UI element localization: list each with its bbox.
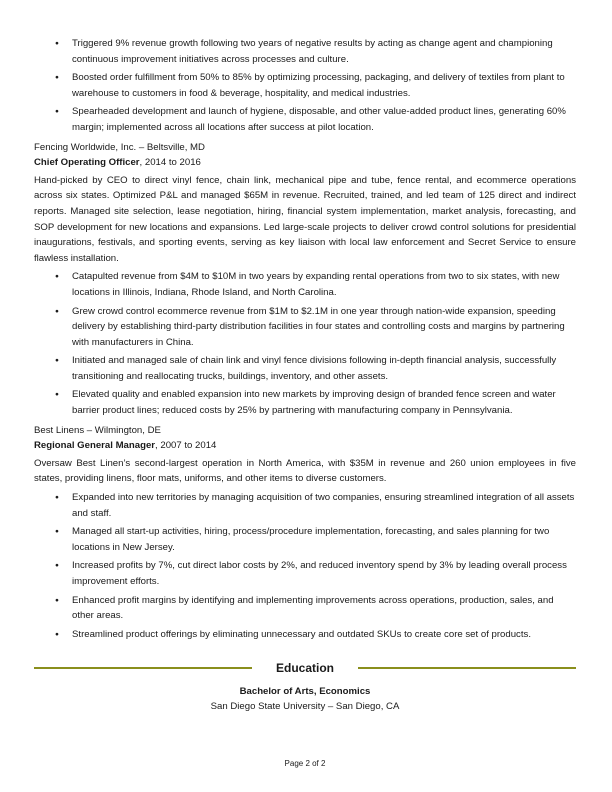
- job-summary: Oversaw Best Linen’s second-largest operation in North America, with $35M in revenue and 260 union employees in five states, providing linens, floor mats, uniforms, and other items to diverse customers.: [34, 457, 576, 485]
- job-role: Regional General Manager: [34, 440, 156, 452]
- list-item: ● Boosted order fulfillment from 50% to 85% by optimizing processing, packaging, and delivery of textiles from plant to warehouse to customers in food & beverage, hospitality, and medical industries.: [34, 70, 576, 101]
- list-item: ● Grew crowd control ecommerce revenue from $1M to $2.1M in one year through nation-wide expansion, speeding delivery by establishing third-party distribution facilities in four states and controlling costs and margins by partnering with manufacturers in China.: [34, 304, 576, 351]
- section-title: Education: [275, 661, 334, 675]
- company-line: Fencing Worldwide, Inc. – Beltsville, MD: [34, 141, 205, 153]
- school: San Diego State University – San Diego, CA: [210, 701, 400, 712]
- list-item: ● Managed all start-up activities, hiring, process/procedure implementation, forecasting, and sales planning for two locations in New Jersey.: [34, 524, 576, 555]
- list-item: ● Increased profits by 7%, cut direct labor costs by 2%, and reduced inventory spend by 3% by leading overall process improvement efforts.: [34, 558, 576, 589]
- job-bullet-list: [34, 269, 576, 418]
- job-role: Chief Operating Officer: [34, 157, 140, 169]
- experience-section: [34, 36, 576, 645]
- job-title-line: [34, 438, 576, 454]
- list-item: ● Catapulted revenue from $4M to $10M in two years by expanding rental operations from two to six states, with new locations in Illinois, Indiana, Rhode Island, and North Carolina.: [34, 269, 576, 300]
- education-heading: [34, 659, 576, 677]
- list-item: ● Streamlined product offerings by eliminating unnecessary and outdated SKUs to create core set of products.: [34, 627, 576, 643]
- job-years: , 2007 to 2014: [155, 440, 217, 452]
- list-item: ● Expanded into new territories by managing acquisition of two companies, ensuring streamlined integration of all assets and staff.: [34, 490, 576, 521]
- divider-right: [358, 667, 576, 669]
- intro-bullet-list: [34, 36, 576, 136]
- company-line: Best Linens – Wilmington, DE: [34, 424, 161, 436]
- page-number: Page 2 of 2: [284, 759, 326, 768]
- job-years: , 2014 to 2016: [139, 157, 201, 169]
- list-item: ● Spearheaded development and launch of hygiene, disposable, and other value-added product lines, generating 60% margin; implemented across all locations after success at pilot location.: [34, 104, 576, 135]
- list-item: ● Elevated quality and enabled expansion into new markets by improving design of branded fence screen and water barrier product lines; reduced costs by 25% by partnering with manufacturing company in Pennsylvania.: [34, 387, 576, 418]
- job-bullet-list: [34, 490, 576, 642]
- list-item: ● Initiated and managed sale of chain link and vinyl fence divisions following in-depth financial analysis, successfully transitioning and reallocating trucks, buildings, inventory, and other assets.: [34, 353, 576, 384]
- list-item: ● Enhanced profit margins by identifying and implementing improvements across operations, production, sales, and other areas.: [34, 593, 576, 624]
- job-title-line: [34, 155, 576, 171]
- list-item: ● Triggered 9% revenue growth following two years of negative results by acting as change agent and championing continuous improvement initiatives across processes and culture.: [34, 36, 576, 67]
- degree: Bachelor of Arts, Economics: [239, 686, 371, 697]
- job-summary: Hand-picked by CEO to direct vinyl fence, chain link, mechanical pipe and tube, fence rental, and ecommerce operations across six states. Optimized P&L and managed $65M in revenue. Recruited, trained, and led team of 125 direct and indirect reports. Managed site selection, lease negotiation, hiring, financial system implementation, market analysis, forecasting, and SOP development for new locations and expansions. Led large-scale projects to deliver crowd control solutions for presidential inaugurations, festivals, and sporting events, serving as key liaison with local law enforcement and Secret Service to ensure flawless installation.: [34, 174, 576, 264]
